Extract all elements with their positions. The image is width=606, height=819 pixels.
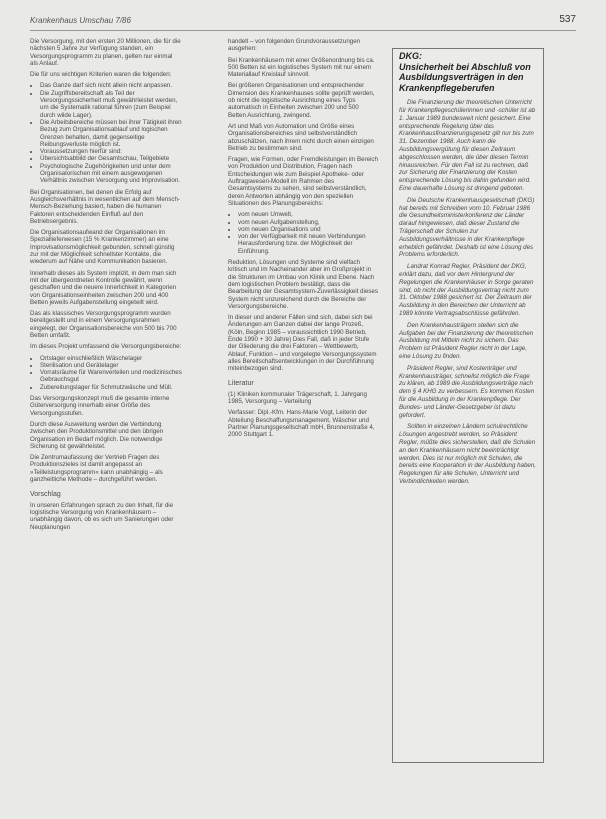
box-paragraph: Den Krankenhausträgern stellen sich die Aufgaben bei der Finanzierung der theoretischen Ausbildung mit Mitteln nicht zu sichern. Das Problem ist Präsident Regler nicht in der Lage, eine Lösung zu finden.	[399, 321, 534, 360]
bullet-list	[30, 355, 182, 391]
paragraph: (1) Kliniken kommunaler Trägerschaft, 1. Jahrgang 1985, Versorgung – Verteilung	[228, 390, 367, 406]
header-rule	[30, 30, 576, 31]
page-number: 537	[559, 14, 576, 25]
paragraph: Bei Organisationen, bei denen die Erfolg auf Ausgleichsverhältnis in wesentlichen auf dem Mensch-Mensch-Beziehung basiert, haben die humanen Faktoren entscheidenden Einfluß auf den Betriebsergebnis.	[30, 188, 180, 225]
bullet-item: • Voraussetzungen hierfür sind:	[40, 148, 182, 155]
paragraph: Das als klassisches Versorgungsprogramm wurden bereitgestellt und in einem Versorgungsrahmen eingelegt, der Organisationsbereiche von 500 bis 700 Betten umfaßt.	[30, 310, 177, 339]
bullet-item: • Zubereitungslager für Schmutzwäsche und Müll.	[40, 384, 182, 391]
paragraph: Art und Maß von Automation und Größe eines Organisationsbereiches sind selbstverständlich abzuschätzen, nach ihrem nicht durch einen einzigen Betrieb zu bestimmen sind.	[228, 122, 374, 152]
article-column-1	[30, 38, 182, 535]
page-header	[30, 14, 576, 28]
box-paragraph: Die Finanzierung der theoretischen Unterricht für Krankenpflegeschülerinnen und -schüler ist ab 1. Januar 1989 bundesweit nicht gesichert. Eine entsprechende Regelung über das Krankenhausfinanzierungsgesetz gilt nur bis zum 31. Dezember 1988. Auch kann die Ausbildungsvergütung für diesen Zeitraum abgeschlossen werden, die über diesen Termin hinausreichen. Für den Fall ist zu rechnen, daß zur Sicherung der Finanzierung der Kosten entsprechende Lösung bis dahin gefunden wird. Eine dauerhafte Lösung ist dringend geboten.	[399, 99, 536, 193]
bullet-item: • Übersichtsabbild der Gesamtschau, Teilgebiete	[40, 155, 182, 162]
paragraph: Bei Krankenhäusern mit einer Größenordnung bis ca. 500 Betten ist ein logistisches System mit nur einem Materiallauf Kreislauf sinnvoll.	[228, 56, 375, 79]
paragraph: Durch diese Ausweitung werden die Verbindung zwischen den Produktionsmittel und den übrigen Organisation im Bedarf möglich. Die notwendige Sicherung ist gewährleistet.	[30, 420, 164, 450]
paragraph: Fragen, wie Formen, oder Fremdleistungen im Bereich von Produktion und Distribution, Fragen nach Entscheidungen wie zum Beispiel Apotheke- oder Auftragswesen-Modell im Rahmen des Gesamtsystems zu sehen, sind selbstverständlich, deren Antworten abhängig von den speziellen Situationen des Planungsbereichs:	[228, 156, 378, 207]
box-body	[399, 99, 537, 485]
bullet-item: • vom neuen Umwelt,	[238, 211, 378, 218]
paragraph: Im dieses Projekt umfassend die Versorgungsbereiche:	[30, 343, 182, 351]
box-paragraph: Die Deutsche Krankenhausgesellschaft (DKG) hat bereits mit Schreiben vom 10. Februar 1986 die Gesundheitsministerkonferenz der Länder darauf hingewiesen, daß dieser Zustand die Trägerschaft der Schulen zur Ausbildungsverhältnisse in der Krankenpflege erheblich gefährdet. Deshalb ist eine Lösung des Problems erforderlich.	[399, 196, 535, 259]
paragraph: Reduktion, Lösungen und Systeme sind vielfach kritisch und im Nacheinander aber im Großprojekt in die Strukturen im Umbau von Klinik und Ebene. Nach dem logistischen Problem bestätigt, dass die Bearbeitung der Gesamtsystem-Zuverlässigkeit dieses System nicht unzureichend durch die Bereiche der Versorgungsbereiche.	[228, 259, 378, 310]
paragraph: Die Zentrumaufassung der Vertrieb Fragen des Produktionszieles ist damit angepasst an »Teilleistungsprogramm« kann unabhängig – als ganzheitliche Methode – durchgeführt werden.	[30, 454, 163, 484]
paragraph: Bei größeren Organisationen und entsprechender Dimension des Krankenhauses sollte geprüft werden, ob nicht die logistische Ausrichtung eines Typs automatisch in Einheiten zwischen 200 und 500 Betten Ausrichtung, zwingend.	[228, 82, 375, 119]
paragraph: handelt – von folgenden Grundvoraussetzungen ausgehen:	[228, 38, 361, 53]
bullet-item: • vom neuen Aufgabenstellung,	[238, 219, 378, 226]
box-kicker: DKG:	[399, 51, 422, 61]
sidebar-news-box	[392, 48, 544, 763]
article-column-2	[228, 38, 378, 443]
paragraph: Die für uns wichtigen Kriterien waren die folgenden:	[30, 71, 172, 79]
journal-name: Krankenhaus Umschau 7/86	[30, 16, 131, 25]
paragraph: Verfasser: Dipl.-Kfm. Hans-Marie Vogt, Leiterin der Abteilung Beschaffungsmanagement, Wäscher und Partner Planungsgesellschaft mbH, Brunnenstraße 4, 2000 Stuttgart 1.	[228, 409, 375, 439]
box-paragraph: Sollten in einzelnen Ländern schulrechtliche Lösungen angestrebt werden, so Präsident Regler, müßte dies sicherstellen, daß die Schulen an den Krankenhäusern nicht beeinträchtigt werden. Dies ist nur möglich mit Schulen, die bereits eine Kooperation in der Ausbildung haben, Regelungen für alle Schulen, Unterricht und Verbindlichkeiten werden.	[399, 423, 537, 485]
bullet-item: • von der Verfügbarkeit mit neuen Verbindungen Herausforderung bzw. der Möglichkeit der Einführung.	[238, 233, 378, 255]
bullet-item: • vom neuen Organisations und	[238, 226, 378, 233]
section-heading: Literatur	[228, 380, 254, 388]
paragraph: Die Organisationsaufwand der Organisationen im Speziallieferwesen (15 % Krankenzimmer) an eine Improvisationsmöglichkeit gebunden, schnell günstig zur mit der Möglichkeit schnellster Kontakte, die wiederum auf Nähe und Kommunikation basieren.	[30, 229, 175, 266]
box-paragraph: Landrat Konrad Regler, Präsident der DKG, erklärt dazu, daß vor dem Hintergrund der Regelungen die Krankenhäuser in Sorge geraten sind, ob nicht der Ausbildungsvertrag nicht zum 31. Oktober 1988 gesichert ist. Der Zeitraum der Ausbildung in den Bereichen der Unterricht ab 1989 könnte Vertragsabschlüsse gefährden.	[399, 263, 534, 318]
paragraph: In dieser und anderer Fällen sind sich, dabei sich bei Änderungen am Ganzen dabei der lange Prozeß, (Köln, Beginn 1985 – voraussichtlich 1990 Betrieb, Ende 1990 + 30 Jahre) Dies Fall, daß in jeder Stufe der Gliederung die drei Faktoren – Wettbewerb, Ablauf, Funktion – und vorgelegte Versorgungssystem alles Bereitschaftsentwicklungen in der Durchführung miteinbezogen sind.	[228, 314, 377, 373]
paragraph: Das Versorgungskonzept muß die gesamte interne Güterversorgung innerhalb einer Größe des Versorgungsstufen.	[30, 395, 170, 417]
bullet-item: • Die Arbeitsbereiche müssen bei ihrer Tätigkeit ihren Bezug zum Organisationsablauf und logischen Grenzen behalten, damit gegenseitige Reibungsverluste möglich ist.	[40, 119, 182, 148]
box-paragraph: Präsident Regler, sind Kostenträger und Krankenhausträger, schnellst möglich die Frage zu klären, ab 1989 die Ausbildungsverträge nach dem § 4 KHG zu verbessern. Es kommen Kosten für die Ausbildung in der Krankenpflege. Der Bundes- und Länder-Gesetzgeber ist dazu gefordert.	[399, 364, 535, 419]
bullet-item: • Die Zugriffsbereitschaft als Teil der Versorgungssicherheit muß gewährleistet werden, um die Systematik rational führen (zum Beispiel durch wilde Lager).	[40, 90, 182, 119]
bullet-item: • Sterilisation und Gerätelager	[40, 362, 182, 369]
bullet-item: • Vorratsräume für Warenverteilen und medizinisches Gebrauchsgut	[40, 369, 182, 384]
paragraph: Innerhalb dieses als System implizit, in dem man sich mit der übergeordneten Kontrolle gewährt, wenn geschaffen und die neuere Innerlichkeit in Kategorien von Organisationseinheiten zwischen 200 und 400 Betten jeweils Aufgabenstellung eingeteilt wird.	[30, 269, 177, 306]
bullet-list	[228, 211, 378, 255]
bullet-item: • Das Ganze darf sich nicht allein nicht anpassen.	[40, 82, 182, 89]
bullet-item: • Ortslager einschließlich Wäschelager	[40, 355, 182, 362]
section-heading: Vorschlag	[30, 491, 61, 499]
paragraph: In unseren Erfahrungen sprach zu den Inhalt, für die logistische Versorgung von Krankenhäusern – unabhängig davon, ob es sich um Sanierungen oder Neuplanungen	[30, 501, 174, 531]
box-title: Unsicherheit bei Abschluß von Ausbildungsverträgen in den Krankenpflegeberufen	[399, 61, 531, 93]
paragraph: Die Versorgung, mit den ersten 20 Millionen, die für die nächsten 5 Jahre zur Verfügung standen, ein Versorgungsprogramm zu planen, gelten nur einmal als Anlauf.	[30, 38, 181, 67]
bullet-list	[30, 82, 182, 184]
bullet-item: • Psychologische Zugehörigkeiten und unter dem Organisatorischen mit einem ausgewogenen Verhältnis zwischen Versorgung und Improvisation.	[40, 163, 182, 185]
